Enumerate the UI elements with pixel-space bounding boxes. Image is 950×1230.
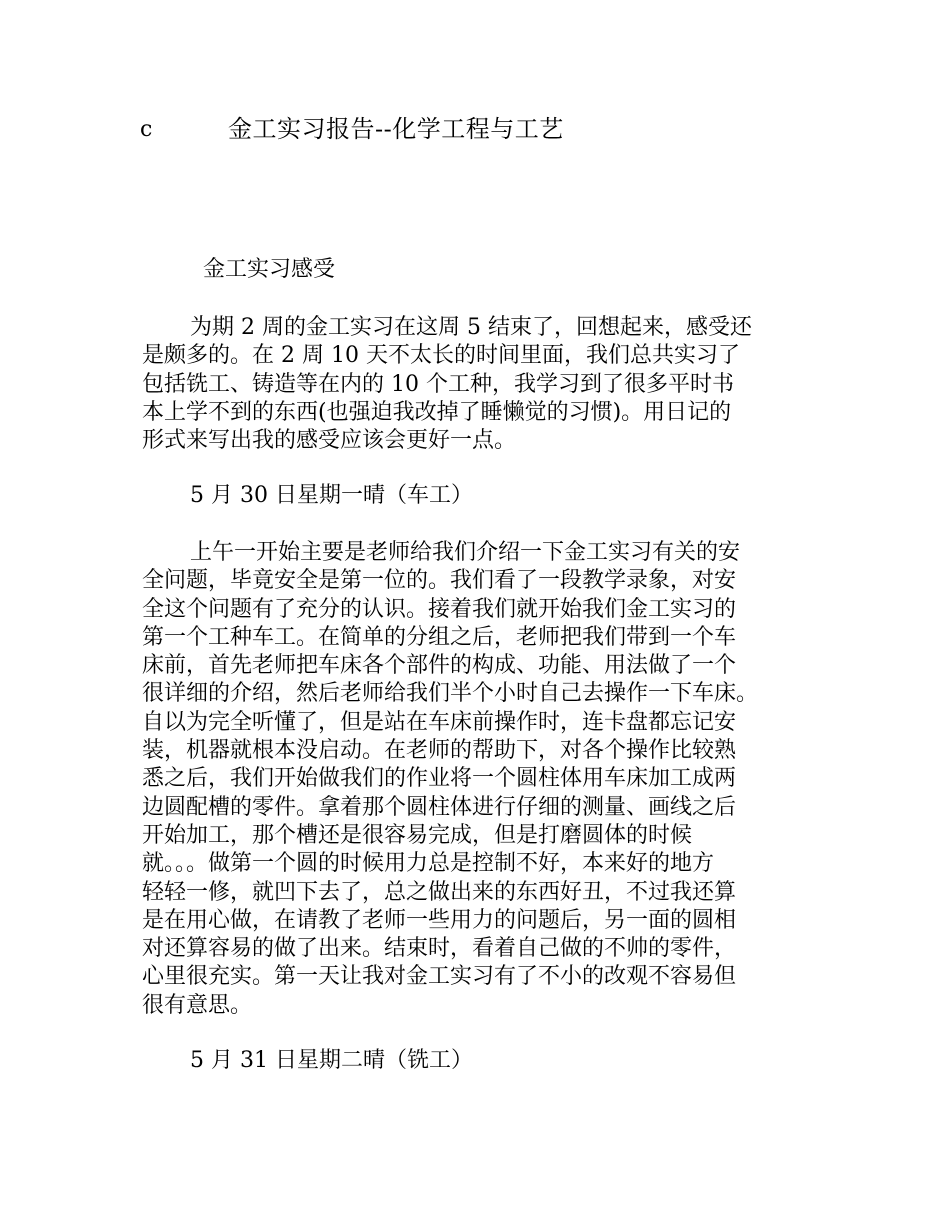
paragraph-line: 全这个问题有了充分的认识。接着我们就开始我们金工实习的 — [142, 596, 737, 622]
paragraph-line: 轻轻一修，就凹下去了，总之做出来的东西好丑，不过我还算 — [142, 879, 737, 905]
paragraph-line: 为期 2 周的金工实习在这周 5 结束了，回想起来，感受还 — [190, 315, 752, 340]
paragraph-line: 包括铣工、铸造等在内的 10 个工种，我学习到了很多平时书 — [142, 371, 734, 397]
header-marker: c — [140, 117, 153, 142]
paragraph-line: 床前，首先老师把车床各个部件的构成、功能、用法做了一个 — [142, 653, 737, 679]
document-title: 金工实习报告--化学工程与工艺 — [228, 115, 564, 143]
paragraph-line: 边圆配槽的零件。拿着那个圆柱体进行仔细的测量、画线之后 — [142, 794, 737, 820]
paragraph-line: 自以为完全听懂了，但是站在车床前操作时，连卡盘都忘记安 — [142, 709, 737, 735]
paragraph-line: 开始加工，那个槽还是很容易完成，但是打磨圆体的时候 — [142, 822, 693, 848]
paragraph-line: 就。。。做第一个圆的时候用力总是控制不好，本来好的地方 — [142, 851, 715, 877]
paragraph-line: 很有意思。 — [142, 992, 253, 1018]
paragraph-line: 心里很充实。第一天让我对金工实习有了不小的改观不容易但 — [142, 964, 737, 990]
section-heading: 金工实习感受 — [203, 257, 336, 282]
paragraph-line: 很详细的介绍，然后老师给我们半个小时自己去操作一下车床。 — [142, 681, 759, 707]
paragraph-line: 装，机器就根本没启动。在老师的帮助下，对各个操作比较熟 — [142, 738, 737, 764]
day1-heading: 5 月 30 日星期一晴（车工） — [190, 483, 473, 508]
paragraph-line: 悉之后，我们开始做我们的作业将一个圆柱体用车床加工成两 — [142, 766, 737, 792]
paragraph-line: 是颇多的。在 2 周 10 天不太长的时间里面，我们总共实习了 — [142, 343, 740, 369]
paragraph-line: 是在用心做，在请教了老师一些用力的问题后，另一面的圆相 — [142, 907, 737, 933]
paragraph-line: 本上学不到的东西(也强迫我改掉了睡懒觉的习惯)。用日记的 — [142, 399, 732, 425]
intro-paragraph — [142, 314, 832, 455]
paragraph-line: 对还算容易的做了出来。结束时，看着自己做的不帅的零件， — [142, 936, 737, 962]
day1-paragraph — [142, 539, 832, 1020]
paragraph-line: 第一个工种车工。在简单的分组之后，老师把我们带到一个车 — [142, 624, 737, 650]
paragraph-line: 形式来写出我的感受应该会更好一点。 — [142, 428, 517, 454]
day2-heading: 5 月 31 日星期二晴（铣工） — [190, 1048, 473, 1073]
paragraph-line: 全问题，毕竟安全是第一位的。我们看了一段教学录象，对安 — [142, 568, 737, 594]
paragraph-line: 上午一开始主要是老师给我们介绍一下金工实习有关的安 — [190, 540, 741, 565]
